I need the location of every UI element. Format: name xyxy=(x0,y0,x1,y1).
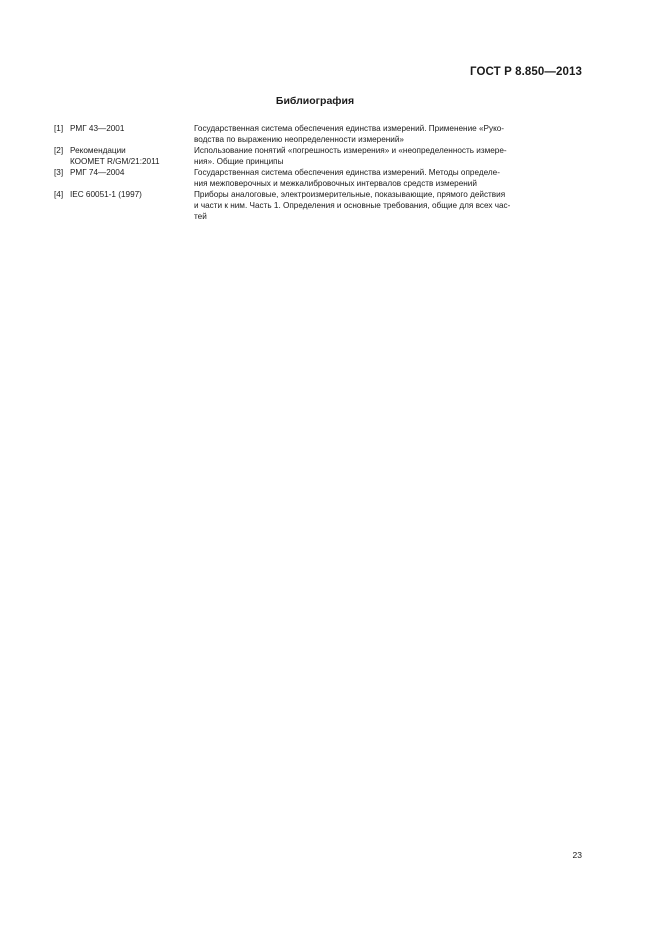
entry-description-line: Государственная система обеспечения единства измерений. Методы определе- xyxy=(194,168,500,177)
entry-reference-line: РМГ 43—2001 xyxy=(70,124,125,133)
entry-reference xyxy=(70,189,194,222)
entry-number: [4] xyxy=(54,190,64,199)
entry-reference-line: Рекомендации xyxy=(70,146,126,155)
entry-reference-line: КООМЕТ R/GM/21:2011 xyxy=(70,157,160,166)
entry-description-line: и части к ним. Часть 1. Определения и основные требования, общие для всех час- xyxy=(194,201,511,210)
entry-description-line: Приборы аналоговые, электроизмерительные, показывающие, прямого действия xyxy=(194,190,506,199)
bibliography-entry xyxy=(54,189,578,222)
entry-reference xyxy=(70,167,194,189)
entry-number: [3] xyxy=(54,168,64,177)
entry-description-line: тей xyxy=(194,212,207,221)
document-code: ГОСТ Р 8.850—2013 xyxy=(470,66,582,78)
section-title: Библиография xyxy=(275,95,355,107)
entry-description-line: Использование понятий «погрешность измерения» и «неопределенность измере- xyxy=(194,146,507,155)
entry-description xyxy=(194,167,578,189)
entry-reference xyxy=(70,145,194,167)
entry-description-line: водства по выражению неопределенности измерений» xyxy=(194,135,404,144)
entry-description xyxy=(194,189,578,222)
bibliography-list xyxy=(54,123,578,222)
entry-number: [1] xyxy=(54,124,64,133)
entry-description-line: Государственная система обеспечения единства измерений. Применение «Руко- xyxy=(194,124,505,133)
entry-reference-line: IEC 60051-1 (1997) xyxy=(70,190,142,199)
entry-description-line: ния межповерочных и межкалибровочных интервалов средств измерений xyxy=(194,179,477,188)
entry-reference xyxy=(70,123,194,145)
entry-reference-line: РМГ 74—2004 xyxy=(70,168,125,177)
bibliography-entry xyxy=(54,145,578,167)
bibliography-entry xyxy=(54,167,578,189)
entry-description xyxy=(194,123,578,145)
entry-description-line: ния». Общие принципы xyxy=(194,157,284,166)
page-number: 23 xyxy=(572,850,582,860)
entry-description xyxy=(194,145,578,167)
bibliography-entry xyxy=(54,123,578,145)
entry-number: [2] xyxy=(54,146,64,155)
